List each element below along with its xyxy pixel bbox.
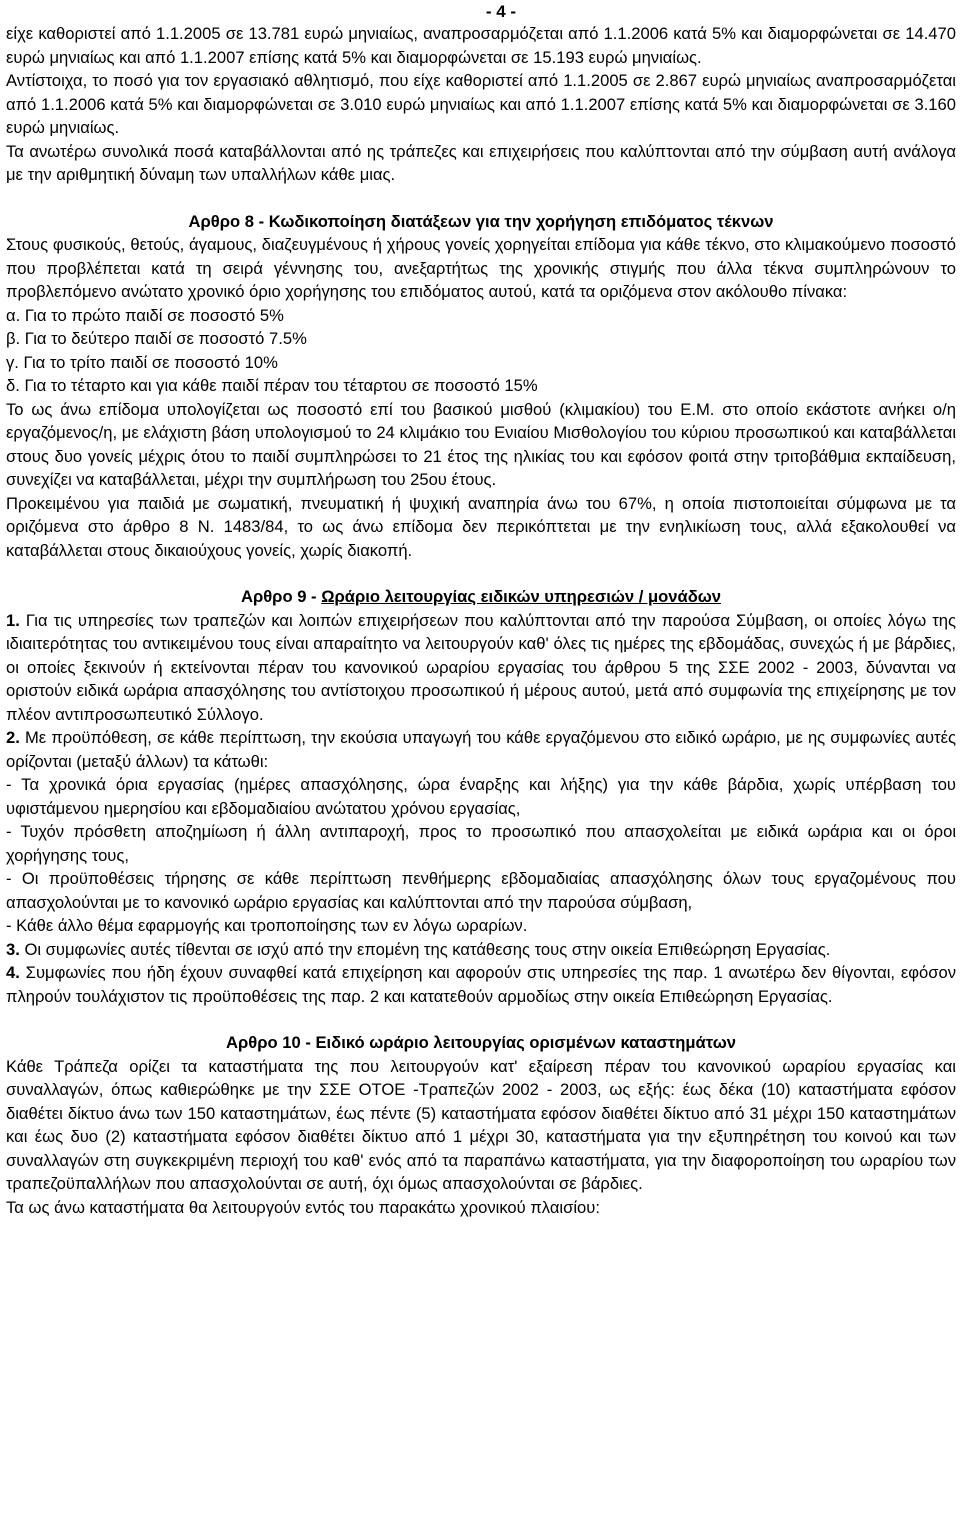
paragraph-text: Για τις υπηρεσίες των τραπεζών και λοιπών επιχειρήσεων που καλύπτονται από την παρούσα Σύμβαση, οι οποίες λόγω της ιδιαιτερότητας του αντικειμένου τους είναι απαραίτητο να λειτουργούν καθ' όλες τις ημέρες της εβδομάδας, συνεχώς ή με βάρδιες, οι οποίες ξεκινούν ή εκτείνονται πέραν του κανονικού ωραρίου εργασίας του άρθρου 5 της ΣΣΕ 2002 - 2003, δύνανται να οριστούν ειδικά ωράρια απασχόλησης του αντίστοιχου προσωπικού ή μέρους αυτού, μετά από συμφωνία της επιχείρησης με τον πλέον αντιπροσωπευτικό Σύλλογο. bbox=[6, 610, 956, 724]
intro-paragraph-2: Αντίστοιχα, το ποσό για τον εργασιακό αθλητισμό, που είχε καθοριστεί από 1.1.2005 σε 2.867 ευρώ μηνιαίως αναπροσαρμόζεται από 1.1.2006 κατά 5% και διαμορφώνεται σε 3.010 ευρώ μηνιαίως και από 1.1.2007 επίσης κατά 5% και διαμορφώνεται σε 3.160 ευρώ μηνιαίως. bbox=[6, 71, 956, 137]
article-9-paragraph-4 bbox=[6, 961, 956, 1008]
article-10-title: Αρθρο 10 - Ειδικό ωράριο λειτουργίας ορισμένων καταστημάτων bbox=[226, 1033, 736, 1052]
article-9-dash-item-2: - Τυχόν πρόσθετη αποζημίωση ή άλλη αντιπαροχή, προς το προσωπικό που απασχολείται με ειδικά ωράρια και οι όροι χορήγησης τους, bbox=[6, 822, 956, 865]
paragraph-number: 3. bbox=[6, 939, 20, 959]
article-9-title-prefix: Αρθρο 9 - bbox=[240, 587, 322, 606]
document-page bbox=[6, 0, 956, 1219]
article-10-paragraph-2: Τα ως άνω καταστήματα θα λειτουργούν εντός του παρακάτω χρονικού πλαισίου: bbox=[6, 1197, 600, 1217]
article-9-title-main: Ωράριο λειτουργίας ειδικών υπηρεσιών / μονάδων bbox=[321, 587, 722, 606]
article-9-dash-item-4: - Κάθε άλλο θέμα εφαρμογής και τροποποίησης των εν λόγω ωραρίων. bbox=[6, 916, 528, 935]
article-8-item-d: δ. Για το τέταρτο και για κάθε παιδί πέραν του τέταρτου σε ποσοστό 15% bbox=[6, 376, 538, 395]
article-9-paragraph-3 bbox=[6, 938, 956, 962]
article-8-calculation-paragraph: Το ως άνω επίδομα υπολογίζεται ως ποσοστό επί του βασικού μισθού (κλιμακίου) του Ε.Μ. στο οποίο εκάστοτε ανήκει ο/η εργαζόμενος/η, με ελάχιστη βάση υπολογισμού το 24 κλιμάκιο του Ενιαίου Μισθολογίου του κύριου προσωπικού και καταβάλλεται στους δυο γονείς μέχρις ότου το παιδί συμπληρώσει το 21 έτος της ηλικίας του και εφόσον φοιτά στην τριτοβάθμια εκπαίδευση, συνεχίζει να καταβάλλεται, μέχρι την συμπλήρωση του 25ου έτους. bbox=[6, 399, 956, 489]
section-spacer bbox=[6, 187, 956, 210]
section-spacer bbox=[6, 562, 956, 585]
section-spacer bbox=[6, 1008, 956, 1031]
article-8-disability-paragraph: Προκειμένου για παιδιά με σωματική, πνευματική ή ψυχική αναπηρία άνω του 67%, η οποία πιστοποιείται σύμφωνα με τα οριζόμενα στο άρθρο 8 Ν. 1483/84, το ως άνω επίδομα δεν περικόπτεται με την ενηλικίωση τους, αλλά εξακολουθεί να καταβάλλεται στους δικαιούχους γονείς, χωρίς διακοπή. bbox=[6, 493, 956, 560]
article-9-paragraph-2 bbox=[6, 726, 956, 773]
article-9-dash-item-3: - Οι προϋποθέσεις τήρησης σε κάθε περίπτωση πενθήμερης εβδομαδιαίας απασχόλησης όλων τους εργαζομένους που απασχολούνται με το κανονικό ωράριο εργασίας και καλύπτονται από την παρούσα σύμβαση, bbox=[6, 869, 956, 912]
article-8-item-b: β. Για το δεύτερο παιδί σε ποσοστό 7.5% bbox=[6, 329, 307, 348]
article-8-item-c: γ. Για το τρίτο παιδί σε ποσοστό 10% bbox=[6, 352, 278, 372]
article-9-paragraph-1 bbox=[6, 609, 956, 727]
page-number: - 4 - bbox=[485, 2, 517, 21]
paragraph-number: 4. bbox=[6, 963, 20, 982]
paragraph-number: 1. bbox=[6, 610, 20, 630]
paragraph-text: Συμφωνίες που ήδη έχουν συναφθεί κατά επιχείρηση και αφορούν στις υπηρεσίες της παρ. 1 ανωτέρω δεν θίγονται, εφόσον πληρούν τουλάχιστον τις προϋποθέσεις της παρ. 2 και κατατεθούν αρμοδίως στην οικεία Επιθεώρηση Εργασίας. bbox=[6, 963, 956, 1006]
article-8-intro: Στους φυσικούς, θετούς, άγαμους, διαζευγμένους ή χήρους γονείς χορηγείται επίδομα για κάθε τέκνο, στο κλιμακούμενο ποσοστό που προβλέπεται κατά τη σειρά γέννησης του, ανεξαρτήτως της χρονικής στιγμής που άλλα τέκνα συμπληρώνουν το προβλεπόμενο ανώτατο χρονικό όριο χορήγησης του επιδόματος αυτού, κατά τα οριζόμενα στον ακόλουθο πίνακα: bbox=[6, 235, 956, 301]
paragraph-number: 2. bbox=[6, 728, 20, 747]
intro-paragraph-3: Τα ανωτέρω συνολικά ποσά καταβάλλονται από ης τράπεζες και επιχειρήσεις που καλύπτονται από την σύμβαση αυτή ανάλογα με την αριθμητική δύναμη των υπαλλήλων κάθε μιας. bbox=[6, 141, 956, 184]
article-8-title: Αρθρο 8 - Κωδικοποίηση διατάξεων για την χορήγηση επιδόματος τέκνων bbox=[188, 211, 774, 231]
article-8-item-a: α. Για το πρώτο παιδί σε ποσοστό 5% bbox=[6, 305, 284, 325]
article-10-paragraph-1: Κάθε Τράπεζα ορίζει τα καταστήματα της που λειτουργούν κατ' εξαίρεση πέραν του κανονικού ωραρίου εργασίας και συναλλαγών, όπως καθιερώθηκε με την ΣΣΕ ΟΤΟΕ -Τραπεζών 2002 - 2003, ως εξής: έως δέκα (10) καταστήματα εφόσον διαθέτει δίκτυο άνω των 150 καταστημάτων, έως πέντε (5) καταστήματα εφόσον διαθέτει δίκτυο από 31 μέχρι 150 καταστημάτων και έως δυο (2) καταστήματα εφόσον διαθέτει δίκτυο από 1 μέχρι 30, καταστήματα για την εξυπηρέτηση του κοινού και των συναλλαγών στη συγκεκριμένη περιοχή του καθ' ενός από τα παραπάνω καταστήματα, για την διαφοροποίηση του ωραρίου των τραπεζοϋπαλλήλων που απασχολούνται σε αυτή, όχι όμως απασχολούνται σε βάρδιες. bbox=[6, 1056, 956, 1193]
paragraph-text: Με προϋπόθεση, σε κάθε περίπτωση, την εκούσια υπαγωγή του κάθε εργαζόμενου στο ειδικό ωράριο, με ης συμφωνίες αυτές ορίζονται (μεταξύ άλλων) τα κάτωθι: bbox=[6, 728, 956, 771]
article-9-title bbox=[6, 585, 956, 609]
article-9-dash-item-1: - Τα χρονικά όρια εργασίας (ημέρες απασχόλησης, ώρα έναρξης και λήξης) για την κάθε βάρδια, χωρίς υπέρβαση του υφιστάμενου ημερησίου και εβδομαδιαίου ανώτατου χρόνου εργασίας, bbox=[6, 775, 956, 818]
paragraph-text: Οι συμφωνίες αυτές τίθενται σε ισχύ από την επομένη της κατάθεσης τους στην οικεία Επιθεώρηση Εργασίας. bbox=[19, 939, 831, 959]
intro-paragraph-1: είχε καθοριστεί από 1.1.2005 σε 13.781 ευρώ μηνιαίως, αναπροσαρμόζεται από 1.1.2006 κατά 5% και διαμορφώνεται σε 14.470 ευρώ μηνιαίως και από 1.1.2007 επίσης κατά 5% και διαμορφώνεται σε 15.193 ευρώ μηνιαίως. bbox=[6, 24, 956, 67]
